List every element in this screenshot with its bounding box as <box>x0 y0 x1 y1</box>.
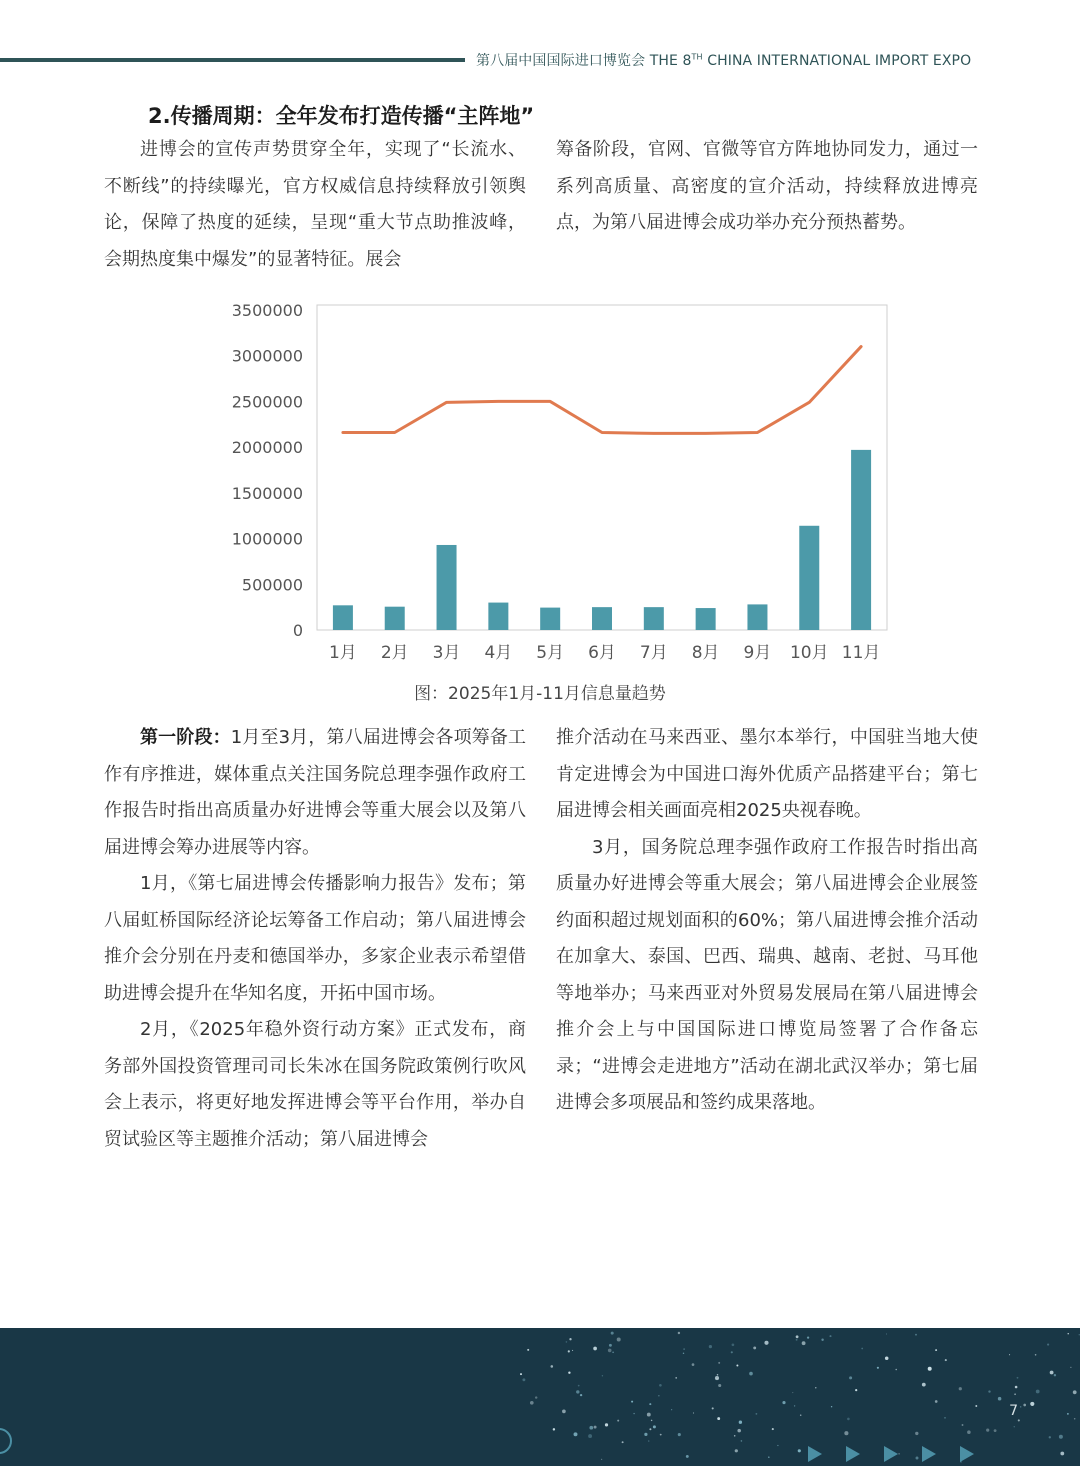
star-dot <box>651 1420 653 1422</box>
star-dot <box>798 1449 801 1452</box>
star-dot <box>998 1397 1002 1401</box>
star-dot <box>855 1389 857 1391</box>
star-dot <box>986 1429 989 1432</box>
star-dot <box>807 1336 809 1338</box>
section-title: 2.传播周期：全年发布打造传播“主阵地” <box>148 104 535 128</box>
star-dot <box>712 1407 714 1409</box>
star-dot <box>622 1441 624 1443</box>
info-volume-chart <box>225 295 905 680</box>
star-dot <box>648 1440 650 1442</box>
star-dot <box>915 1432 918 1435</box>
star-dot <box>717 1374 719 1376</box>
star-dot <box>551 1365 554 1368</box>
x-tick-label: 10月 <box>789 643 829 663</box>
star-dot <box>718 1384 721 1387</box>
bar <box>333 605 353 630</box>
star-dot <box>1068 1333 1069 1334</box>
y-tick-label: 2500000 <box>231 392 303 412</box>
star-dot <box>962 1424 964 1426</box>
star-dot <box>683 1348 684 1349</box>
star-dot <box>885 1356 889 1360</box>
star-dot <box>1036 1390 1040 1394</box>
star-dot <box>594 1426 597 1429</box>
bar <box>488 603 508 630</box>
arrow-icon <box>884 1446 898 1462</box>
star-dot <box>915 1334 917 1336</box>
star-dot <box>772 1428 774 1430</box>
intro-left-paragraph: 进博会的宣传声势贯穿全年，实现了“长流水、不断线”的持续曝光，官方权威信息持续释放引领舆论，保障了热度的延续，呈现“重大节点助推波峰，会期热度集中爆发”的显著特征。展会 <box>104 139 526 270</box>
phase1-right-paragraph-2: 3月，国务院总理李强作政府工作报告时指出高质量办好进博会等重大展会；第八届进博会企业展签约面积超过规划面积的60%；第八届进博会推介活动在加拿大、泰国、巴西、瑞典、越南、老挝、马耳他等地举办；马来西亚对外贸易发展局在第八届进博会推介会上与中国国际进口博览局签署了合作备忘录；“进博会走进地方”活动在湖北武汉举办；第七届进博会多项展品和签约成果落地。 <box>556 836 978 1113</box>
bar <box>696 608 716 630</box>
star-dot <box>588 1434 592 1438</box>
running-header <box>476 50 1036 70</box>
star-dot <box>566 1341 568 1343</box>
x-tick-label: 3月 <box>432 643 461 663</box>
star-dot <box>734 1435 736 1437</box>
star-dot <box>994 1429 997 1432</box>
star-dot <box>693 1412 694 1413</box>
chart-svg <box>225 295 905 680</box>
star-dot <box>959 1387 962 1390</box>
star-dot <box>815 1387 816 1388</box>
star-dot <box>777 1445 778 1446</box>
y-tick-label: 1500000 <box>231 483 303 503</box>
star-dot <box>928 1367 932 1371</box>
star-dot <box>922 1383 926 1387</box>
star-dot <box>653 1425 656 1428</box>
star-dot <box>753 1346 756 1349</box>
bar <box>851 450 871 630</box>
star-dot <box>574 1432 578 1436</box>
x-tick-label: 8月 <box>691 643 720 663</box>
star-dot <box>1074 1418 1076 1420</box>
arrow-icon <box>808 1446 822 1462</box>
phase1-lead: 第一阶段： <box>140 727 231 748</box>
bar <box>644 607 664 630</box>
star-dot <box>945 1359 947 1361</box>
star-dot <box>608 1349 612 1353</box>
star-dot <box>895 1369 897 1371</box>
star-dot <box>1060 1452 1064 1456</box>
star-dot <box>678 1433 681 1436</box>
trend-line <box>343 347 861 434</box>
x-tick-label: 6月 <box>588 643 616 663</box>
star-dot <box>847 1418 850 1421</box>
x-tick-label: 2月 <box>380 643 409 663</box>
star-dot <box>612 1352 614 1354</box>
star-dot <box>1020 1406 1021 1407</box>
star-dot <box>794 1405 795 1406</box>
star-dot <box>1067 1413 1069 1415</box>
phase1-paragraph-1-text: 1月至3月，第八届进博会各项筹备工作有序推进，媒体重点关注国务院总理李强作政府工作报告时指出高质量办好进博会等重大展会以及第八届进博会筹办进展等内容。 <box>104 727 527 858</box>
star-dot <box>568 1350 570 1352</box>
header-text-tail: CHINA INTERNATIONAL IMPORT EXPO <box>702 53 972 69</box>
star-dot <box>683 1353 684 1354</box>
star-dot <box>1047 1344 1049 1346</box>
phase1-paragraph-3: 2月，《2025年稳外资行动方案》正式发布，商务部外国投资管理司司长朱冰在国务院政策例行吹风会上表示，将更好地发挥进博会等平台作用，举办自贸试验区等主题推介活动；第八届进博会 <box>104 1019 526 1150</box>
star-dot <box>1035 1354 1037 1356</box>
y-tick-label: 500000 <box>241 575 303 595</box>
star-dot <box>692 1363 695 1366</box>
star-dot <box>601 1459 602 1460</box>
star-dot <box>717 1417 720 1420</box>
star-dot <box>568 1372 570 1374</box>
star-dot <box>792 1392 793 1393</box>
x-tick-label: 7月 <box>639 643 668 663</box>
star-dot <box>520 1373 522 1375</box>
y-tick-label: 2000000 <box>231 438 303 458</box>
star-dot <box>678 1332 680 1334</box>
star-dot <box>649 1403 651 1405</box>
star-dot <box>975 1405 977 1407</box>
star-dot <box>709 1345 712 1348</box>
x-tick-label: 11月 <box>841 643 881 663</box>
x-tick-label: 5月 <box>536 643 565 663</box>
star-dot <box>659 1384 662 1387</box>
phase1-paragraph-2: 1月，《第七届进博会传播影响力报告》发布；第八届虹桥国际经济论坛筹备工作启动；第八届进博会推介会分别在丹麦和德国举办，多家企业表示希望借助进博会提升在华知名度，开拓中国市场。 <box>104 873 526 1004</box>
star-dot <box>849 1376 852 1379</box>
intro-right-column <box>556 132 978 242</box>
phase1-paragraph-1 <box>104 720 526 866</box>
star-dot <box>886 1333 887 1334</box>
star-dot <box>967 1430 971 1434</box>
star-dot <box>731 1351 733 1353</box>
star-dot <box>821 1339 823 1341</box>
header-rule <box>0 58 465 62</box>
star-dot <box>1030 1402 1034 1406</box>
bar <box>747 604 767 630</box>
bar <box>437 545 457 630</box>
star-dot <box>935 1349 937 1351</box>
star-dot <box>1049 1436 1051 1438</box>
star-dot <box>935 1400 938 1403</box>
x-tick-label: 1月 <box>328 643 357 663</box>
star-dot <box>1015 1386 1018 1389</box>
star-dot <box>732 1343 735 1346</box>
intro-left-column <box>104 132 526 278</box>
phase1-right-paragraph-1: 推介活动在马来西亚、墨尔本举行，中国驻当地大使肯定进博会为中国进口海外优质产品搭建平台；第七届进博会相关画面亮相2025央视春晚。 <box>556 727 978 821</box>
x-tick-label: 9月 <box>743 643 772 663</box>
star-dot <box>605 1423 608 1426</box>
star-dot <box>617 1338 621 1342</box>
star-dot <box>735 1449 738 1452</box>
star-dot <box>569 1338 571 1340</box>
star-dot <box>1009 1354 1010 1355</box>
y-tick-label: 0 <box>292 621 303 640</box>
star-dot <box>580 1394 582 1396</box>
star-dot <box>522 1378 525 1381</box>
bar <box>799 526 819 630</box>
star-dot <box>988 1390 990 1392</box>
star-dot <box>831 1406 832 1407</box>
star-dot <box>755 1413 757 1415</box>
star-dot <box>736 1365 738 1367</box>
star-dot <box>737 1429 741 1433</box>
arrow-icon <box>846 1446 860 1462</box>
star-dot <box>1070 1367 1071 1368</box>
star-dot <box>861 1348 863 1350</box>
star-dot <box>671 1409 672 1410</box>
x-tick-label: 4月 <box>484 643 513 663</box>
star-dot <box>741 1440 743 1442</box>
star-dot <box>675 1377 677 1379</box>
arrow-icon <box>922 1446 936 1462</box>
star-dot <box>660 1434 662 1436</box>
bar <box>385 607 405 630</box>
star-dot <box>1018 1419 1020 1421</box>
page-number: 7 <box>1009 1403 1018 1419</box>
chart-caption: 图：2025年1月-11月信息量趋势 <box>414 684 666 704</box>
star-dot <box>644 1433 647 1436</box>
star-dot <box>782 1401 785 1404</box>
bar <box>592 607 612 630</box>
header-text-main: 第八届中国国际进口博览会 THE 8 <box>476 53 692 69</box>
star-dot <box>611 1332 614 1335</box>
phase1-right-column <box>556 720 978 1122</box>
star-dot <box>800 1414 801 1415</box>
star-dot <box>649 1428 651 1430</box>
phase1-left-column <box>104 720 526 1158</box>
star-dot <box>530 1401 534 1405</box>
header-superscript: TH <box>691 52 703 62</box>
star-dot <box>715 1376 719 1380</box>
y-tick-label: 3000000 <box>231 346 303 366</box>
star-dot <box>602 1375 603 1376</box>
star-dot <box>631 1401 633 1403</box>
star-dot <box>589 1426 593 1430</box>
star-dot <box>609 1344 612 1347</box>
star-dot <box>617 1420 619 1422</box>
star-dot <box>572 1350 573 1351</box>
star-dot <box>1017 1377 1019 1379</box>
star-dot <box>718 1362 720 1364</box>
star-dot <box>686 1455 689 1458</box>
star-dot <box>535 1396 537 1398</box>
star-dot <box>658 1395 659 1396</box>
star-dot <box>1014 1393 1016 1395</box>
star-dot <box>1054 1374 1056 1376</box>
star-dot <box>877 1367 879 1369</box>
star-dot <box>633 1413 634 1414</box>
star-dot <box>562 1410 566 1414</box>
star-dot <box>764 1341 768 1345</box>
y-tick-label: 3500000 <box>231 301 303 320</box>
star-dot <box>844 1431 848 1435</box>
star-dot <box>829 1335 831 1337</box>
star-dot <box>647 1413 651 1417</box>
star-dot <box>527 1349 529 1351</box>
intro-right-paragraph: 筹备阶段，官网、官微等官方阵地协同发力，通过一系列高质量、高密度的宣介活动，持续释放进博亮点，为第八届进博会成功举办充分预热蓄势。 <box>556 139 978 233</box>
star-dot <box>1050 1371 1054 1375</box>
star-dot <box>1023 1404 1026 1407</box>
star-dot <box>1059 1435 1063 1439</box>
star-dot <box>1073 1390 1077 1394</box>
star-dot <box>796 1339 798 1341</box>
bar <box>540 608 560 630</box>
star-dot <box>768 1456 770 1458</box>
star-dot <box>749 1372 753 1376</box>
star-dot <box>593 1347 597 1351</box>
star-dot <box>576 1390 579 1393</box>
star-dot <box>739 1421 742 1424</box>
star-dot <box>578 1385 580 1387</box>
star-dot <box>553 1428 555 1430</box>
arrow-icon <box>960 1446 974 1462</box>
star-dot <box>944 1417 945 1418</box>
star-dot <box>796 1335 799 1338</box>
star-dot <box>1014 1426 1015 1427</box>
arrow-decoration <box>808 1446 998 1466</box>
star-dot <box>802 1341 806 1345</box>
y-tick-label: 1000000 <box>231 529 303 549</box>
